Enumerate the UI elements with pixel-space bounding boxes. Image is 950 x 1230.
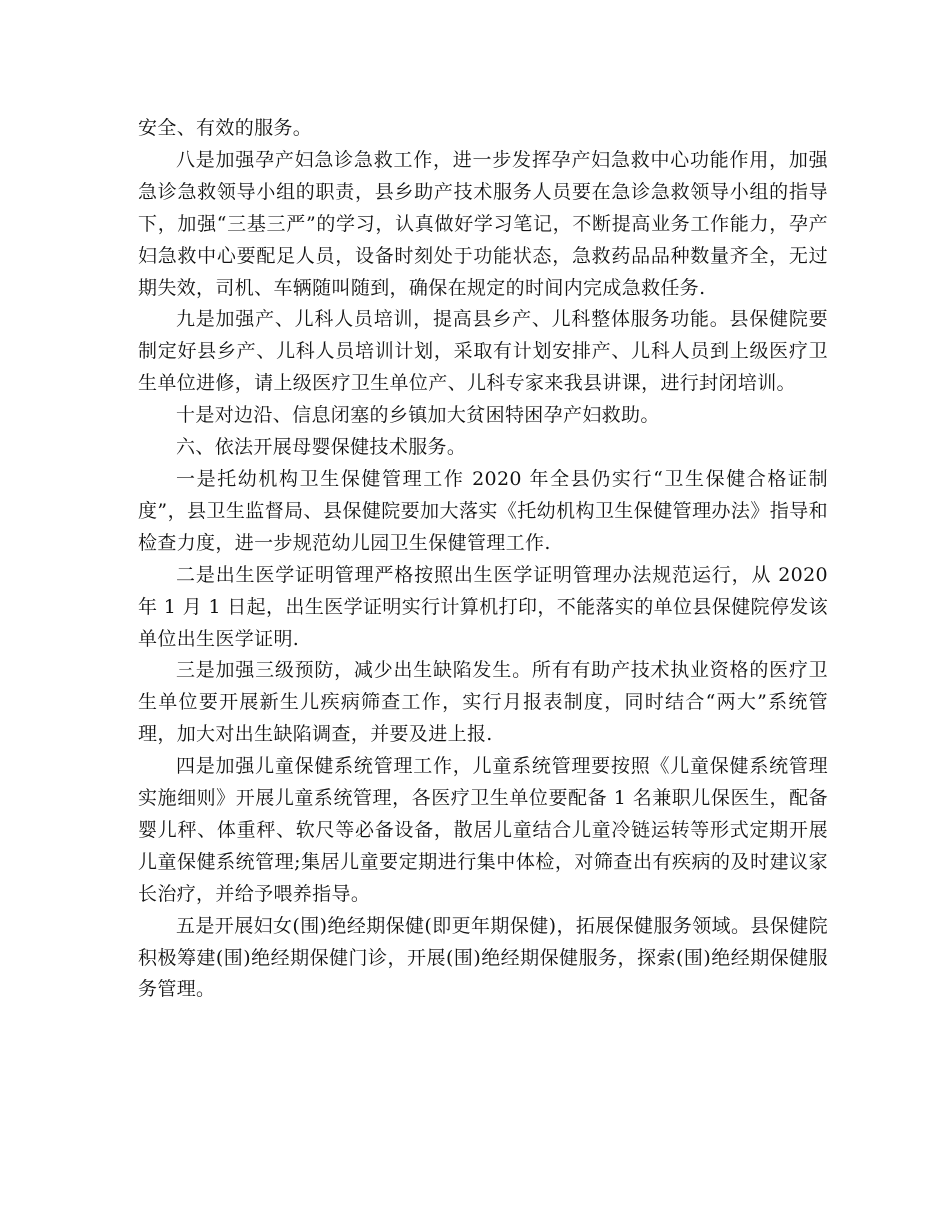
paragraph-continuation: 安全、有效的服务。	[138, 117, 313, 139]
paragraph-item-2: 二是出生医学证明管理严格按照出生医学证明管理办法规范运行，从 2020 年 1 月 1 日起，出生医学证明实行计算机打印，不能落实的单位县保健院停发该单位出生医学证明.	[138, 563, 828, 650]
document-body	[138, 113, 828, 1006]
paragraph-item-3: 三是加强三级预防，减少出生缺陷发生。所有有助产技术执业资格的医疗卫生单位要开展新生儿疾病筛查工作，实行月报表制度，同时结合“两大”系统管理，加大对出生缺陷调查，并要及进上报.	[138, 659, 828, 746]
paragraph-item-8: 八是加强孕产妇急诊急救工作，进一步发挥孕产妇急救中心功能作用，加强急诊急救领导小组的职责，县乡助产技术服务人员要在急诊急救领导小组的指导下，加强“三基三严”的学习，认真做好学习笔记，不断提高业务工作能力，孕产妇急救中心要配足人员，设备时刻处于功能状态，急救药品品种数量齐全，无过期失效，司机、车辆随叫随到，确保在规定的时间内完成急救任务.	[138, 148, 828, 299]
paragraph-item-9: 九是加强产、儿科人员培训，提高县乡产、儿科整体服务功能。县保健院要制定好县乡产、儿科人员培训计划，采取有计划安排产、儿科人员到上级医疗卫生单位进修，请上级医疗卫生单位产、儿科专家来我县讲课，进行封闭培训。	[138, 308, 828, 395]
paragraph-item-1: 一是托幼机构卫生保健管理工作 2020 年全县仍实行“卫生保健合格证制度”，县卫生监督局、县保健院要加大落实《托幼机构卫生保健管理办法》指导和检查力度，进一步规范幼儿园卫生保健管理工作.	[138, 467, 828, 554]
paragraph-item-4: 四是加强儿童保健系统管理工作，儿童系统管理要按照《儿童保健系统管理实施细则》开展儿童系统管理，各医疗卫生单位要配备 1 名兼职儿保医生，配备婴儿秤、体重秤、软尺等必备设备，散居儿童结合儿童冷链运转等形式定期开展儿童保健系统管理;集居儿童要定期进行集中体检，对筛查出有疾病的及时建议家长治疗，并给予喂养指导。	[138, 755, 828, 905]
section-heading-6: 六、依法开展母婴保健技术服务。	[176, 436, 467, 459]
paragraph-item-5: 五是开展妇女(围)绝经期保健(即更年期保健)，拓展保健服务领域。县保健院积极筹建(围)绝经期保健门诊，开展(围)绝经期保健服务，探索(围)绝经期保健服务管理。	[138, 914, 828, 1001]
paragraph-item-10: 十是对边沿、信息闭塞的乡镇加大贫困特困孕产妇救助。	[176, 404, 660, 427]
